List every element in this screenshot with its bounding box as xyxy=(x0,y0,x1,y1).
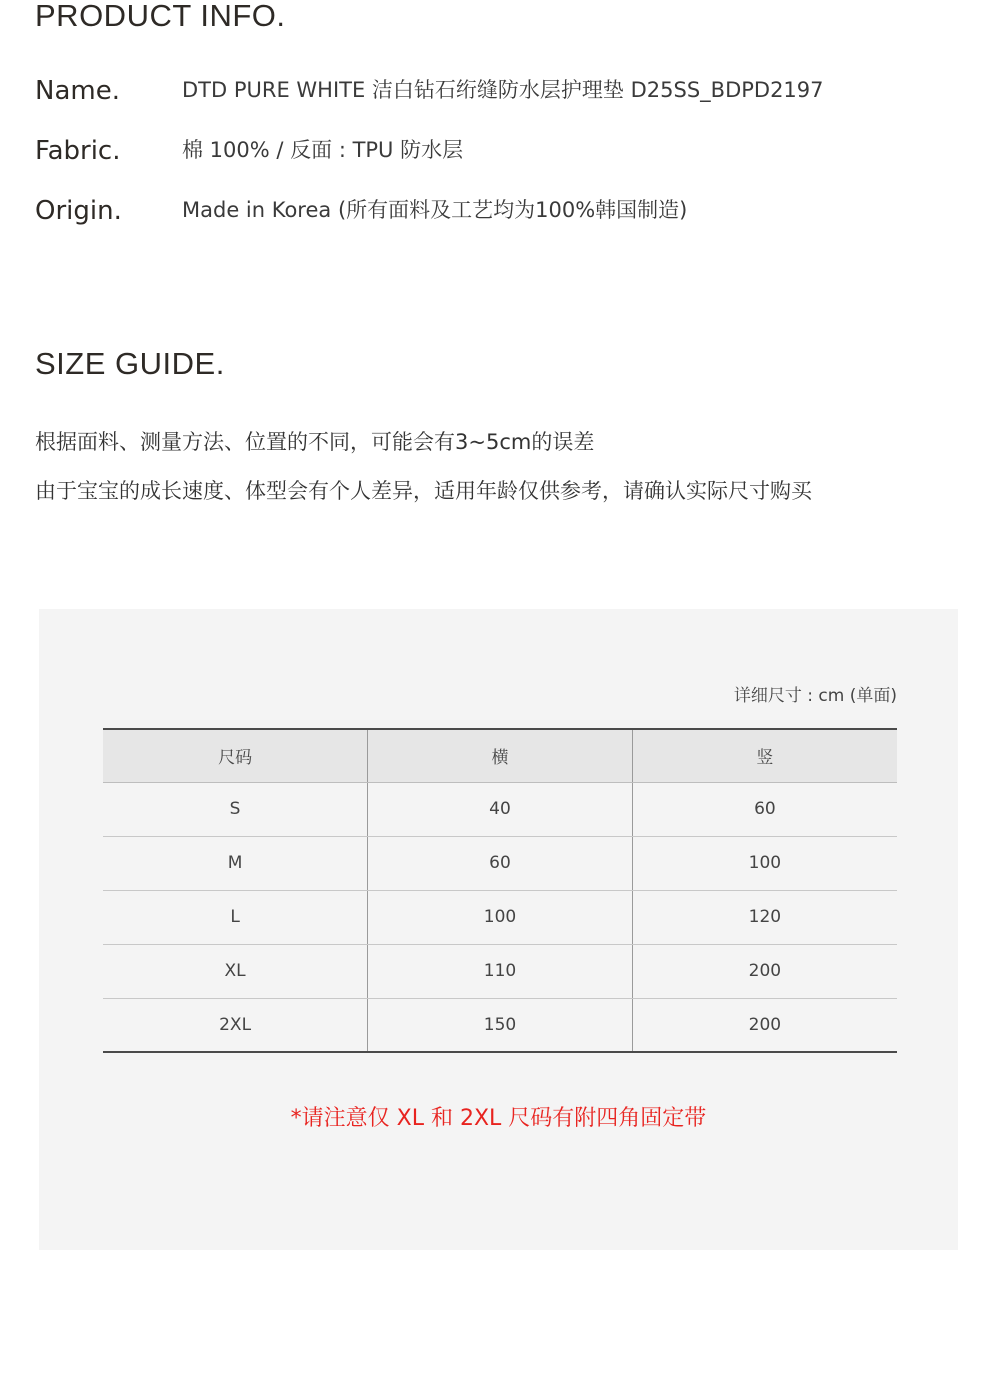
product-info-title: PRODUCT INFO. xyxy=(35,0,286,33)
width-cell: 60 xyxy=(368,836,633,890)
table-row xyxy=(103,890,897,944)
size-note-2: 由于宝宝的成长速度、体型会有个人差异，适用年龄仅供参考，请确认实际尺寸购买 xyxy=(35,479,812,503)
size-guide-title: SIZE GUIDE. xyxy=(35,346,225,381)
origin-label: Origin. xyxy=(35,196,122,226)
origin-value: Made in Korea (所有面料及工艺均为100%韩国制造) xyxy=(182,198,688,222)
size-note-1: 根据面料、测量方法、位置的不同，可能会有3~5cm的误差 xyxy=(35,430,595,454)
column-header-size: 尺码 xyxy=(103,729,368,782)
fabric-label: Fabric. xyxy=(35,136,121,166)
info-row-fabric xyxy=(35,133,975,169)
length-cell: 200 xyxy=(632,998,897,1052)
unit-label: 详细尺寸 : cm (单面) xyxy=(733,686,897,706)
size-cell: XL xyxy=(103,944,368,998)
info-row-name xyxy=(35,73,975,109)
table-row xyxy=(103,782,897,836)
table-row xyxy=(103,944,897,998)
size-cell: L xyxy=(103,890,368,944)
width-cell: 110 xyxy=(368,944,633,998)
fabric-value: 棉 100% / 反面 : TPU 防水层 xyxy=(182,138,464,162)
table-row xyxy=(103,998,897,1052)
info-row-origin xyxy=(35,193,975,229)
size-table-panel xyxy=(39,609,958,1250)
length-cell: 200 xyxy=(632,944,897,998)
name-value: DTD PURE WHITE 洁白钻石绗缝防水层护理垫 D25SS_BDPD2197 xyxy=(182,78,824,102)
width-cell: 100 xyxy=(368,890,633,944)
table-header-row xyxy=(103,729,897,782)
corner-strap-warning: *请注意仅 XL 和 2XL 尺码有附四角固定带 xyxy=(290,1106,707,1131)
size-table xyxy=(103,728,897,1053)
width-cell: 40 xyxy=(368,782,633,836)
table-row xyxy=(103,836,897,890)
length-cell: 120 xyxy=(632,890,897,944)
length-cell: 60 xyxy=(632,782,897,836)
column-header-length: 竖 xyxy=(632,729,897,782)
name-label: Name. xyxy=(35,76,120,106)
length-cell: 100 xyxy=(632,836,897,890)
size-cell: M xyxy=(103,836,368,890)
size-cell: S xyxy=(103,782,368,836)
width-cell: 150 xyxy=(368,998,633,1052)
column-header-width: 横 xyxy=(368,729,633,782)
size-cell: 2XL xyxy=(103,998,368,1052)
